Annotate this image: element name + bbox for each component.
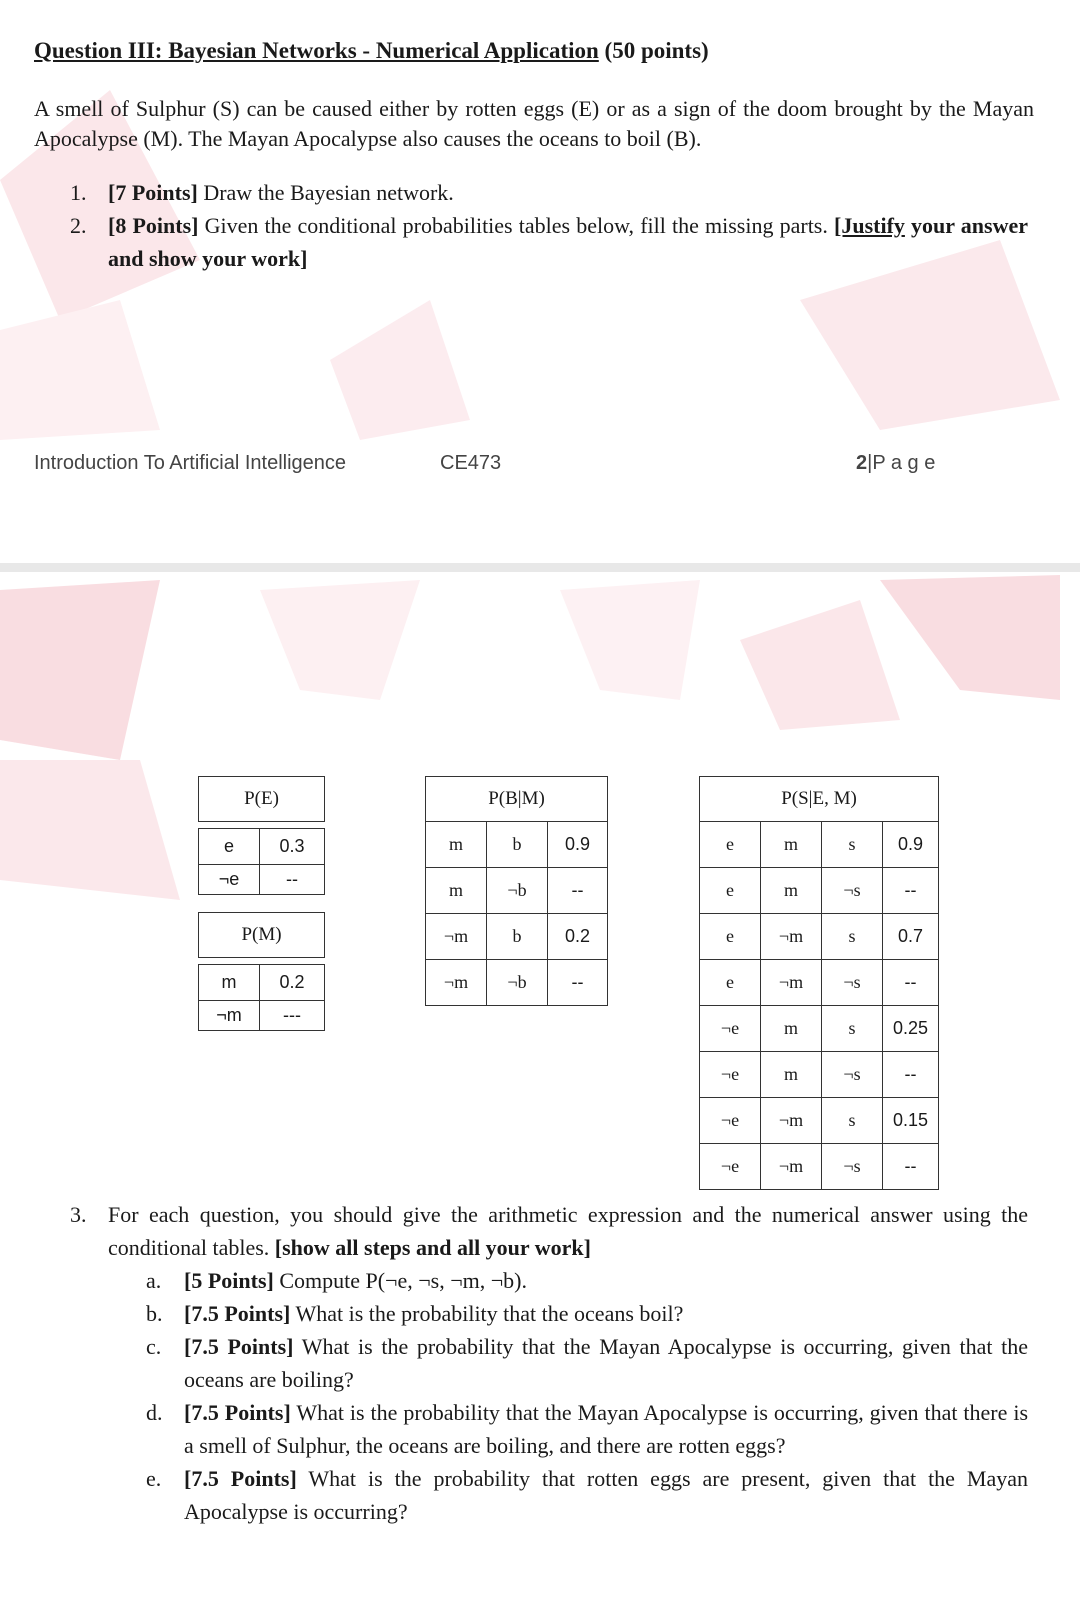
sub-question-points: [7.5 Points] bbox=[184, 1301, 291, 1326]
sub-question-points: [7.5 Points] bbox=[184, 1466, 297, 1491]
table-cell: e bbox=[700, 822, 761, 868]
table-cell: -- bbox=[883, 1144, 939, 1190]
list-item-number: 2. bbox=[70, 213, 87, 238]
sub-question-text: What is the probability that rotten eggs are present, given that the Mayan Apocalypse is occurring? bbox=[184, 1466, 1029, 1524]
table-title: P(S|E, M) bbox=[700, 777, 939, 822]
table-cell: -- bbox=[260, 865, 325, 895]
table-cell: 0.2 bbox=[260, 965, 325, 1001]
table-cell: 0.2 bbox=[548, 914, 608, 960]
footer-code: CE473 bbox=[440, 452, 502, 474]
table-cell: ¬e bbox=[700, 1052, 761, 1098]
sub-question-text: What is the probability that the Mayan Apocalypse is occurring, given that the oceans are boiling? bbox=[184, 1334, 1029, 1392]
page-divider bbox=[0, 563, 1080, 572]
table-cell: 0.15 bbox=[883, 1098, 939, 1144]
table-cell: -- bbox=[883, 1052, 939, 1098]
cpt-table-pbm bbox=[425, 776, 608, 1006]
table-cell: m bbox=[761, 1052, 822, 1098]
list-item-3 bbox=[0, 1198, 1080, 1264]
table-cell: ¬b bbox=[487, 868, 548, 914]
table-cell: m bbox=[426, 822, 487, 868]
table-cell: ¬m bbox=[199, 1001, 260, 1031]
table-cell: b bbox=[487, 822, 548, 868]
table-cell: ¬m bbox=[761, 1098, 822, 1144]
table-cell: -- bbox=[883, 960, 939, 1006]
table-cell: -- bbox=[883, 868, 939, 914]
sub-question-points: [5 Points] bbox=[184, 1268, 274, 1293]
table-cell: ¬e bbox=[700, 1006, 761, 1052]
table-cell: ¬m bbox=[761, 914, 822, 960]
sub-question-e bbox=[0, 1462, 1080, 1528]
sub-question-c bbox=[0, 1330, 1080, 1396]
table-cell: -- bbox=[548, 960, 608, 1006]
table-cell: ¬e bbox=[700, 1144, 761, 1190]
sub-question-label: b. bbox=[146, 1301, 163, 1326]
question-title bbox=[34, 38, 709, 64]
table-cell: m bbox=[426, 868, 487, 914]
sub-question-d bbox=[0, 1396, 1080, 1462]
table-cell: s bbox=[822, 822, 883, 868]
list-item-emphasis-cont: your answer and show your work] bbox=[108, 213, 1029, 271]
sub-question-label: e. bbox=[146, 1466, 162, 1491]
list-item-2 bbox=[0, 209, 1080, 275]
table-cell: ¬m bbox=[426, 960, 487, 1006]
footer-course: Introduction To Artificial Intelligence bbox=[34, 452, 347, 474]
sub-question-points: [7.5 Points] bbox=[184, 1400, 291, 1425]
list-item-number: 3. bbox=[70, 1202, 87, 1227]
table-cell: ¬s bbox=[822, 960, 883, 1006]
table-cell: s bbox=[822, 1006, 883, 1052]
table-cell: m bbox=[761, 1006, 822, 1052]
table-cell: m bbox=[761, 822, 822, 868]
list-item-text: Draw the Bayesian network. bbox=[203, 180, 454, 205]
table-cell: ¬e bbox=[199, 865, 260, 895]
table-cell: m bbox=[761, 868, 822, 914]
table-title: P(B|M) bbox=[426, 777, 608, 822]
table-cell: 0.25 bbox=[883, 1006, 939, 1052]
table-cell: ¬s bbox=[822, 868, 883, 914]
sub-question-label: c. bbox=[146, 1334, 162, 1359]
table-cell: s bbox=[822, 914, 883, 960]
cpt-table-pe bbox=[198, 776, 325, 895]
footer-page-label: |P a g e bbox=[867, 452, 936, 474]
table-cell: ¬m bbox=[761, 1144, 822, 1190]
table-cell: 0.3 bbox=[260, 829, 325, 865]
table-cell: e bbox=[199, 829, 260, 865]
table-cell: ¬b bbox=[487, 960, 548, 1006]
list-item-text: Given the conditional probabilities tables below, fill the missing parts. bbox=[204, 213, 828, 238]
intro-paragraph: A smell of Sulphur (S) can be caused either by rotten eggs (E) or as a sign of the doom brought by the Mayan Apocalypse (M). The Mayan Apocalypse also causes the oceans to boil (B). bbox=[34, 96, 1034, 151]
table-title: P(E) bbox=[199, 777, 325, 822]
sub-question-label: d. bbox=[146, 1400, 163, 1425]
sub-question-text: What is the probability that the Mayan Apocalypse is occurring, given that there is a smell of Sulphur, the oceans are boiling, and there are rotten eggs? bbox=[184, 1400, 1029, 1458]
table-cell: ¬m bbox=[761, 960, 822, 1006]
table-cell: ¬e bbox=[700, 1098, 761, 1144]
footer-page-number bbox=[856, 452, 935, 475]
list-item-points: [8 Points] bbox=[108, 213, 199, 238]
sub-question-b bbox=[0, 1297, 1080, 1330]
table-cell: s bbox=[822, 1098, 883, 1144]
table-cell: ¬s bbox=[822, 1144, 883, 1190]
list-item-1 bbox=[0, 176, 1080, 209]
question-title-main: Question III: Bayesian Networks - Numerical Application bbox=[34, 38, 599, 63]
table-cell: ¬s bbox=[822, 1052, 883, 1098]
table-cell: e bbox=[700, 868, 761, 914]
table-cell: 0.9 bbox=[548, 822, 608, 868]
table-cell: ¬m bbox=[426, 914, 487, 960]
sub-question-a bbox=[0, 1264, 1080, 1297]
table-cell: m bbox=[199, 965, 260, 1001]
sub-question-text: What is the probability that the oceans boil? bbox=[295, 1301, 684, 1326]
sub-question-label: a. bbox=[146, 1268, 162, 1293]
question-title-points: (50 points) bbox=[604, 38, 709, 63]
table-title: P(M) bbox=[199, 913, 325, 958]
table-cell: 0.9 bbox=[883, 822, 939, 868]
list-item-emphasis: [Justify bbox=[834, 213, 905, 238]
list-item-text: For each question, you should give the arithmetic expression and the numerical answer using the conditional tables. bbox=[108, 1202, 1028, 1260]
table-cell: b bbox=[487, 914, 548, 960]
list-item-points: [7 Points] bbox=[108, 180, 198, 205]
list-item-number: 1. bbox=[70, 180, 87, 205]
table-cell: -- bbox=[548, 868, 608, 914]
table-cell: --- bbox=[260, 1001, 325, 1031]
sub-question-text: Compute P(¬e, ¬s, ¬m, ¬b). bbox=[279, 1268, 527, 1293]
table-cell: e bbox=[700, 914, 761, 960]
table-cell: 0.7 bbox=[883, 914, 939, 960]
footer-page-num: 2 bbox=[856, 452, 868, 474]
cpt-table-psem bbox=[699, 776, 939, 1190]
list-item-emphasis: [show all steps and all your work] bbox=[274, 1235, 591, 1260]
table-cell: e bbox=[700, 960, 761, 1006]
sub-question-points: [7.5 Points] bbox=[184, 1334, 294, 1359]
cpt-table-pm bbox=[198, 912, 325, 1031]
